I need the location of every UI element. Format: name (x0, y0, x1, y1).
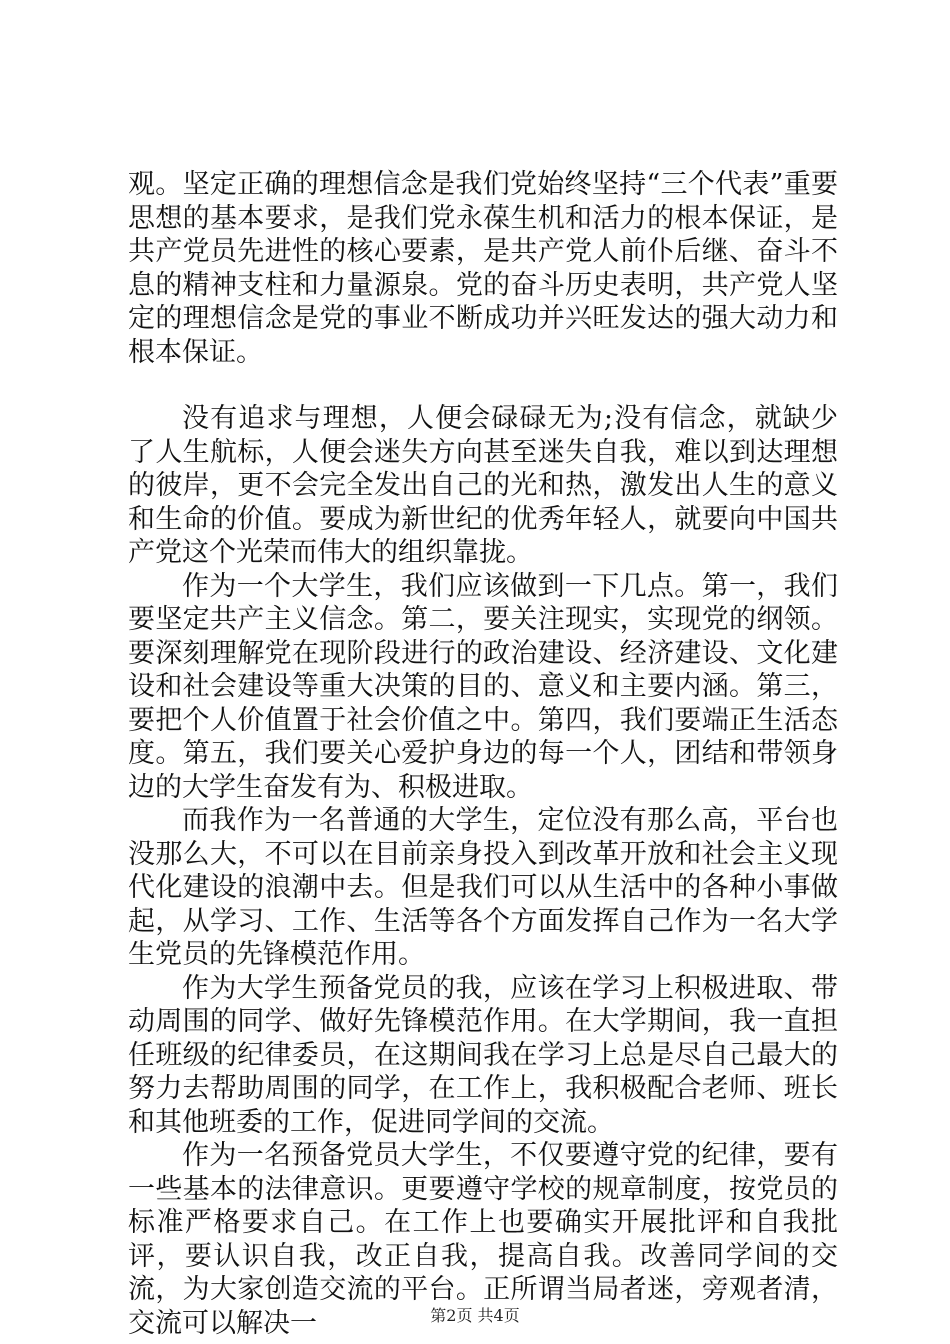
paragraph: 而我作为一名普通的大学生，定位没有那么高，平台也没那么大，不可以在目前亲身投入到改革开放和社会主义现代化建设的浪潮中去。但是我们可以从生活中的各种小事做起，从学习、工作、生活等各个方面发挥自己作为一名大学生党员的先锋模范作用。 (128, 805, 838, 970)
paragraph: 没有追求与理想，人便会碌碌无为;没有信念，就缺少了人生航标，人便会迷失方向甚至迷失自我，难以到达理想的彼岸，更不会完全发出自己的光和热，激发出人生的意义和生命的价值。要成为新世纪的优秀年轻人，就要向中国共产党这个光荣而伟大的组织靠拢。 (128, 403, 838, 568)
body-text (128, 168, 838, 1340)
paragraph: 作为大学生预备党员的我，应该在学习上积极进取、带动周围的同学、做好先锋模范作用。在大学期间，我一直担任班级的纪律委员，在这期间我在学习上总是尽自己最大的努力去帮助周围的同学，在工作上，我积极配合老师、班长和其他班委的工作，促进同学间的交流。 (128, 972, 838, 1138)
paragraph-continued: 观。坚定正确的理想信念是我们党始终坚持“三个代表”重要思想的基本要求，是我们党永葆生机和活力的根本保证，是共产党员先进性的核心要素，是共产党人前仆后继、奋斗不息的精神支柱和力量源泉。党的奋斗历史表明，共产党人坚定的理想信念是党的事业不断成功并兴旺发达的强大动力和根本保证。 (128, 169, 838, 368)
paragraph: 作为一个大学生，我们应该做到一下几点。第一，我们要坚定共产主义信念。第二，要关注现实，实现党的纲领。要深刻理解党在现阶段进行的政治建设、经济建设、文化建设和社会建设等重大决策的目的、意义和主要内涵。第三，要把个人价值置于社会价值之中。第四，我们要端正生活态度。第五，我们要关心爱护身边的每一个人，团结和带领身边的大学生奋发有为、积极进取。 (128, 570, 838, 803)
paragraph: 作为一名预备党员大学生，不仅要遵守党的纪律，要有一些基本的法律意识。更要遵守学校的规章制度，按党员的标准严格要求自己。在工作上也要确实开展批评和自我批评，要认识自我，改正自我，提高自我。改善同学间的交流，为大家创造交流的平台。正所谓当局者迷，旁观者清，交流可以解决一 (128, 1140, 838, 1339)
page-number-footer: 第2页 共4页 (430, 1306, 520, 1325)
